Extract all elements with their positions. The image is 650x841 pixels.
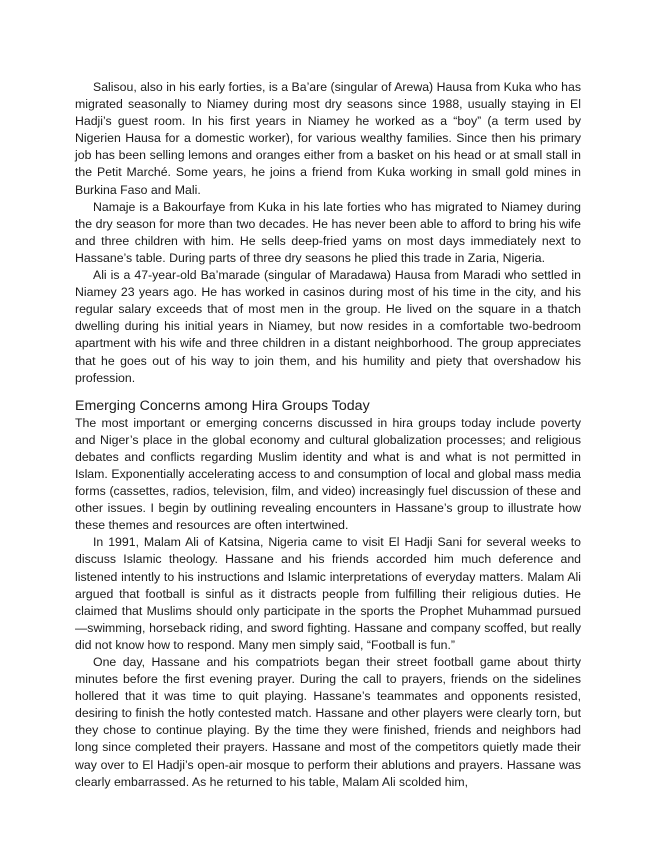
paragraph-emerging-concerns: The most important or emerging concerns discussed in hira groups today include poverty and Niger’s place in the global economy and cultural globalization processes; and religious debates and conflicts regarding Muslim identity and what is and what is not permitted in Islam. Exponentially accelerating access to and consumption of local and global mass media forms (cassettes, radios, television, film, and video) increasingly fuel discussion of these and other issues. I begin by outlining revealing encounters in Hassane’s group to illustrate how these themes and resources are often intertwined.	[75, 415, 581, 533]
section-heading: Emerging Concerns among Hira Groups Today	[75, 397, 370, 414]
paragraph-football-game: One day, Hassane and his compatriots began their street football game about thirty minutes before the first evening prayer. During the call to prayers, friends on the sidelines hollered that it was time to quit playing. Hassane’s teammates and opponents resisted, desiring to finish the hotly contested match. Hassane and other players were clearly torn, but they chose to continue playing. By the time they were finished, friends and neighbors had long since completed their prayers. Hassane and most of the competitors quietly made their way over to El Hadji’s open-air mosque to perform their ablutions and prayers. Hassane was clearly embarrassed. As he returned to his table, Malam Ali scolded him,	[75, 655, 581, 789]
paragraph-salisou: Salisou, also in his early forties, is a Ba’are (singular of Arewa) Hausa from Kuka who has migrated seasonally to Niamey during most dry seasons since 1988, usually staying in El Hadji’s guest room. In his first years in Niamey he worked as a “boy” (a term used by Nigerien Hausa for a domestic worker), for various wealthy families. Since then his primary job has been selling lemons and oranges either from a basket on his head or at small stall in the Petit Marché. Some years, he joins a friend from Kuka working in small gold mines in Burkina Faso and Mali.	[75, 80, 581, 197]
document-page	[75, 79, 581, 791]
paragraph-ali: Ali is a 47-year-old Ba’marade (singular of Maradawa) Hausa from Maradi who settled in Niamey 23 years ago. He has worked in casinos during most of his time in the city, and his regular salary exceeds that of most men in the group. He lived on the square in a thatch dwelling during his initial years in Niamey, but now resides in a comfortable two-bedroom apartment with his wife and three children in a distant neighborhood. The group appreciates that he goes out of his way to join them, and his humility and piety that overshadow his profession.	[75, 268, 581, 385]
paragraph-malam-ali: In 1991, Malam Ali of Katsina, Nigeria came to visit El Hadji Sani for several weeks to discuss Islamic theology. Hassane and his friends accorded him much deference and listened intently to his instructions and Islamic interpretations of everyday matters. Malam Ali argued that football is sinful as it distracts people from fulfilling their religious duties. He claimed that Muslims should only participate in the sports the Prophet Muhammad pursued—swimming, horseback riding, and sword fighting. Hassane and company scoffed, but really did not know how to respond. Many men simply said, “Football is fun.”	[75, 535, 581, 652]
paragraph-namaje: Namaje is a Bakourfaye from Kuka in his late forties who has migrated to Niamey during the dry season for more than two decades. He has never been able to afford to bring his wife and three children with him. He sells deep-fried yams on most days immediately next to Hassane’s table. During parts of three dry seasons he plied this trade in Zaria, Nigeria.	[75, 199, 581, 265]
